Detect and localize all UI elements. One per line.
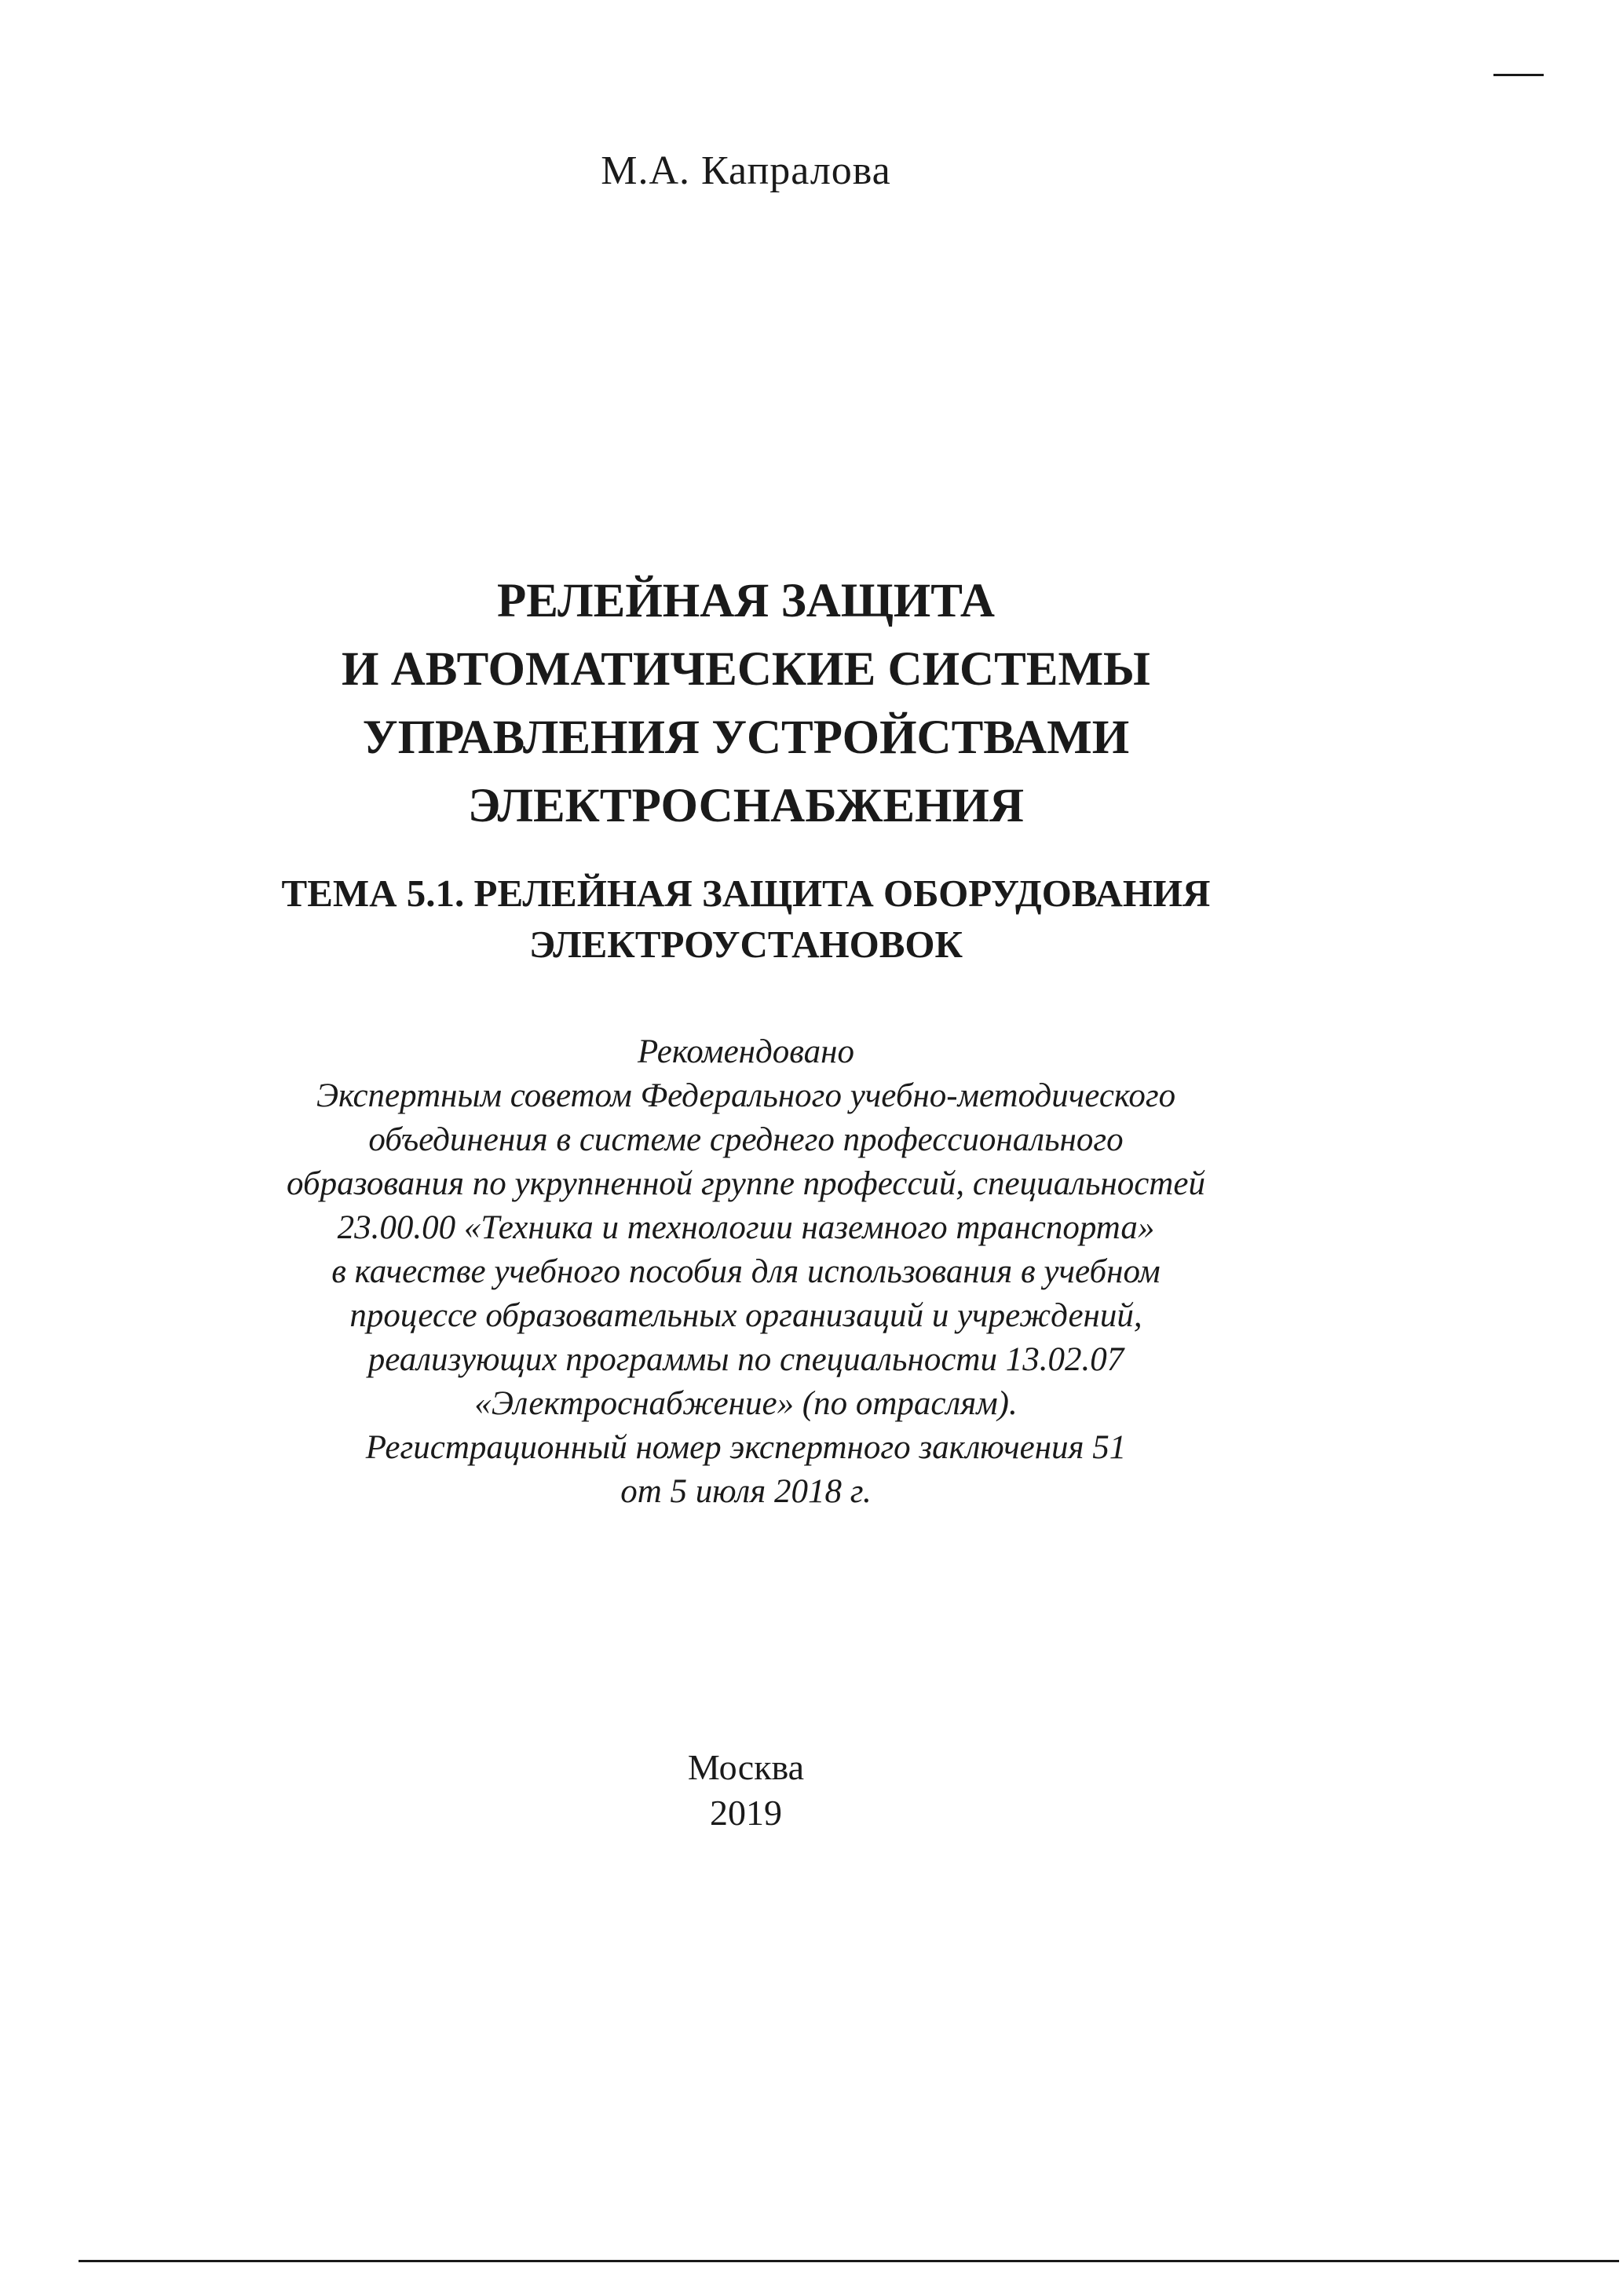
- recommendation-line: реализующих программы по специальности 13.02.07: [367, 1341, 1124, 1378]
- recommendation-statement: [0, 1030, 1492, 1514]
- title-line: ЭЛЕКТРОСНАБЖЕНИЯ: [468, 780, 1024, 832]
- recommendation-line: Рекомендовано: [638, 1033, 854, 1070]
- publication-city: Москва: [687, 1747, 805, 1787]
- recommendation-line: объединения в системе среднего профессионального: [368, 1121, 1124, 1158]
- book-title: [0, 567, 1492, 840]
- recommendation-line: Регистрационный номер экспертного заключения 51: [365, 1429, 1127, 1466]
- recommendation-line: Экспертным советом Федерального учебно-методического: [316, 1077, 1176, 1114]
- recommendation-line: «Электроснабжение» (по отраслям).: [474, 1385, 1018, 1422]
- title-line: УПРАВЛЕНИЯ УСТРОЙСТВАМИ: [362, 711, 1130, 764]
- imprint: [0, 1745, 1492, 1836]
- recommendation-line: от 5 июля 2018 г.: [620, 1473, 872, 1510]
- topic-subtitle: [0, 868, 1492, 970]
- subtitle-line: ТЕМА 5.1. РЕЛЕЙНАЯ ЗАЩИТА ОБОРУДОВАНИЯ: [281, 872, 1211, 915]
- corner-dash: [1493, 74, 1544, 76]
- author-name: М.А. Капралова: [601, 148, 891, 193]
- publication-year: 2019: [710, 1793, 782, 1833]
- recommendation-line: образования по укрупненной группе профессий, специальностей: [287, 1165, 1205, 1202]
- recommendation-line: 23.00.00 «Техника и технологии наземного транспорта»: [337, 1209, 1155, 1246]
- recommendation-line: процессе образовательных организаций и учреждений,: [349, 1297, 1142, 1334]
- recommendation-line: в качестве учебного пособия для использования в учебном: [331, 1253, 1161, 1290]
- title-line: РЕЛЕЙНАЯ ЗАЩИТА: [497, 575, 995, 627]
- bottom-rule: [79, 2260, 1619, 2262]
- title-line: И АВТОМАТИЧЕСКИЕ СИСТЕМЫ: [342, 643, 1150, 696]
- subtitle-line: ЭЛЕКТРОУСТАНОВОК: [528, 923, 963, 966]
